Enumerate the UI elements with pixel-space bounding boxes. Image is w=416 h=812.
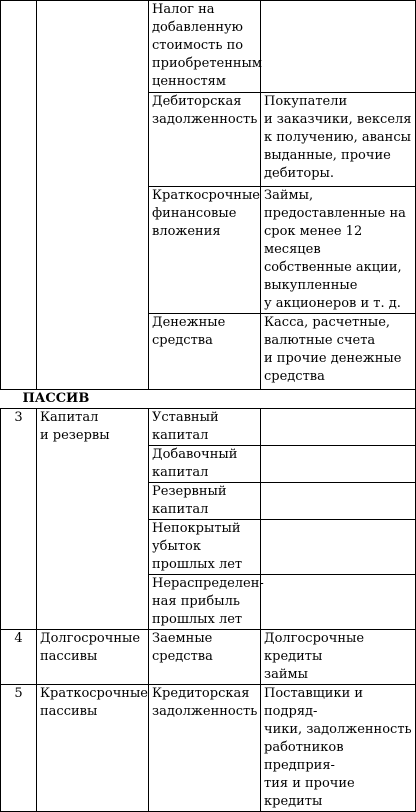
- item-name-cell: Непокрытый убыток прошлых лет: [149, 520, 261, 575]
- item-desc-cell: Касса, расчетные, валютные счета и прочие денежные средства: [261, 314, 416, 390]
- row-number: 3: [1, 409, 37, 630]
- item-name-cell: Дебиторская задолженность: [149, 93, 261, 187]
- table-row: [1, 409, 416, 446]
- table-row: [1, 630, 416, 685]
- row-number: 5: [1, 685, 37, 812]
- item-name-cell: Краткосрочные финансовые вложения: [149, 187, 261, 314]
- item-desc-cell: [261, 409, 416, 446]
- group-name-cell: Краткосрочные пассивы: [37, 685, 149, 812]
- item-desc-cell: Долгосрочные кредиты займы: [261, 630, 416, 685]
- item-desc-cell: Покупатели и заказчики, векселя к получению, авансы выданные, прочие дебиторы.: [261, 93, 416, 187]
- item-name-cell: Денежные средства: [149, 314, 261, 390]
- item-name-cell: Нераспределен- ная прибыль прошлых лет: [149, 575, 261, 630]
- item-name-cell: Кредиторская задолженность: [149, 685, 261, 812]
- item-desc-cell: [261, 446, 416, 483]
- group-name-cell: Капитал и резервы: [37, 409, 149, 630]
- item-desc-cell: [261, 483, 416, 520]
- section-heading: ПАССИВ: [1, 390, 416, 409]
- item-desc-cell: [261, 575, 416, 630]
- section-row: [1, 390, 416, 409]
- item-name-cell: Налог на добавленную стоимость по приобретенным ценностям: [149, 1, 261, 93]
- item-desc-cell: Поставщики и подряд- чики, задолженность работников предприя- тия и прочие кредиты: [261, 685, 416, 812]
- item-name-cell: Добавочный капитал: [149, 446, 261, 483]
- group-name-cell: Долгосрочные пассивы: [37, 630, 149, 685]
- item-desc-cell: Займы, предоставленные на срок менее 12 месяцев собственные акции, выкупленные у акционеров и т. д.: [261, 187, 416, 314]
- item-desc-cell: [261, 520, 416, 575]
- item-desc-cell: [261, 1, 416, 93]
- empty-group-cell: [37, 1, 149, 390]
- table-row: [1, 1, 416, 93]
- item-name-cell: Уставный капитал: [149, 409, 261, 446]
- row-number: 4: [1, 630, 37, 685]
- table-row: [1, 685, 416, 812]
- empty-num-cell: [1, 1, 37, 390]
- item-name-cell: Резервный капитал: [149, 483, 261, 520]
- item-name-cell: Заемные средства: [149, 630, 261, 685]
